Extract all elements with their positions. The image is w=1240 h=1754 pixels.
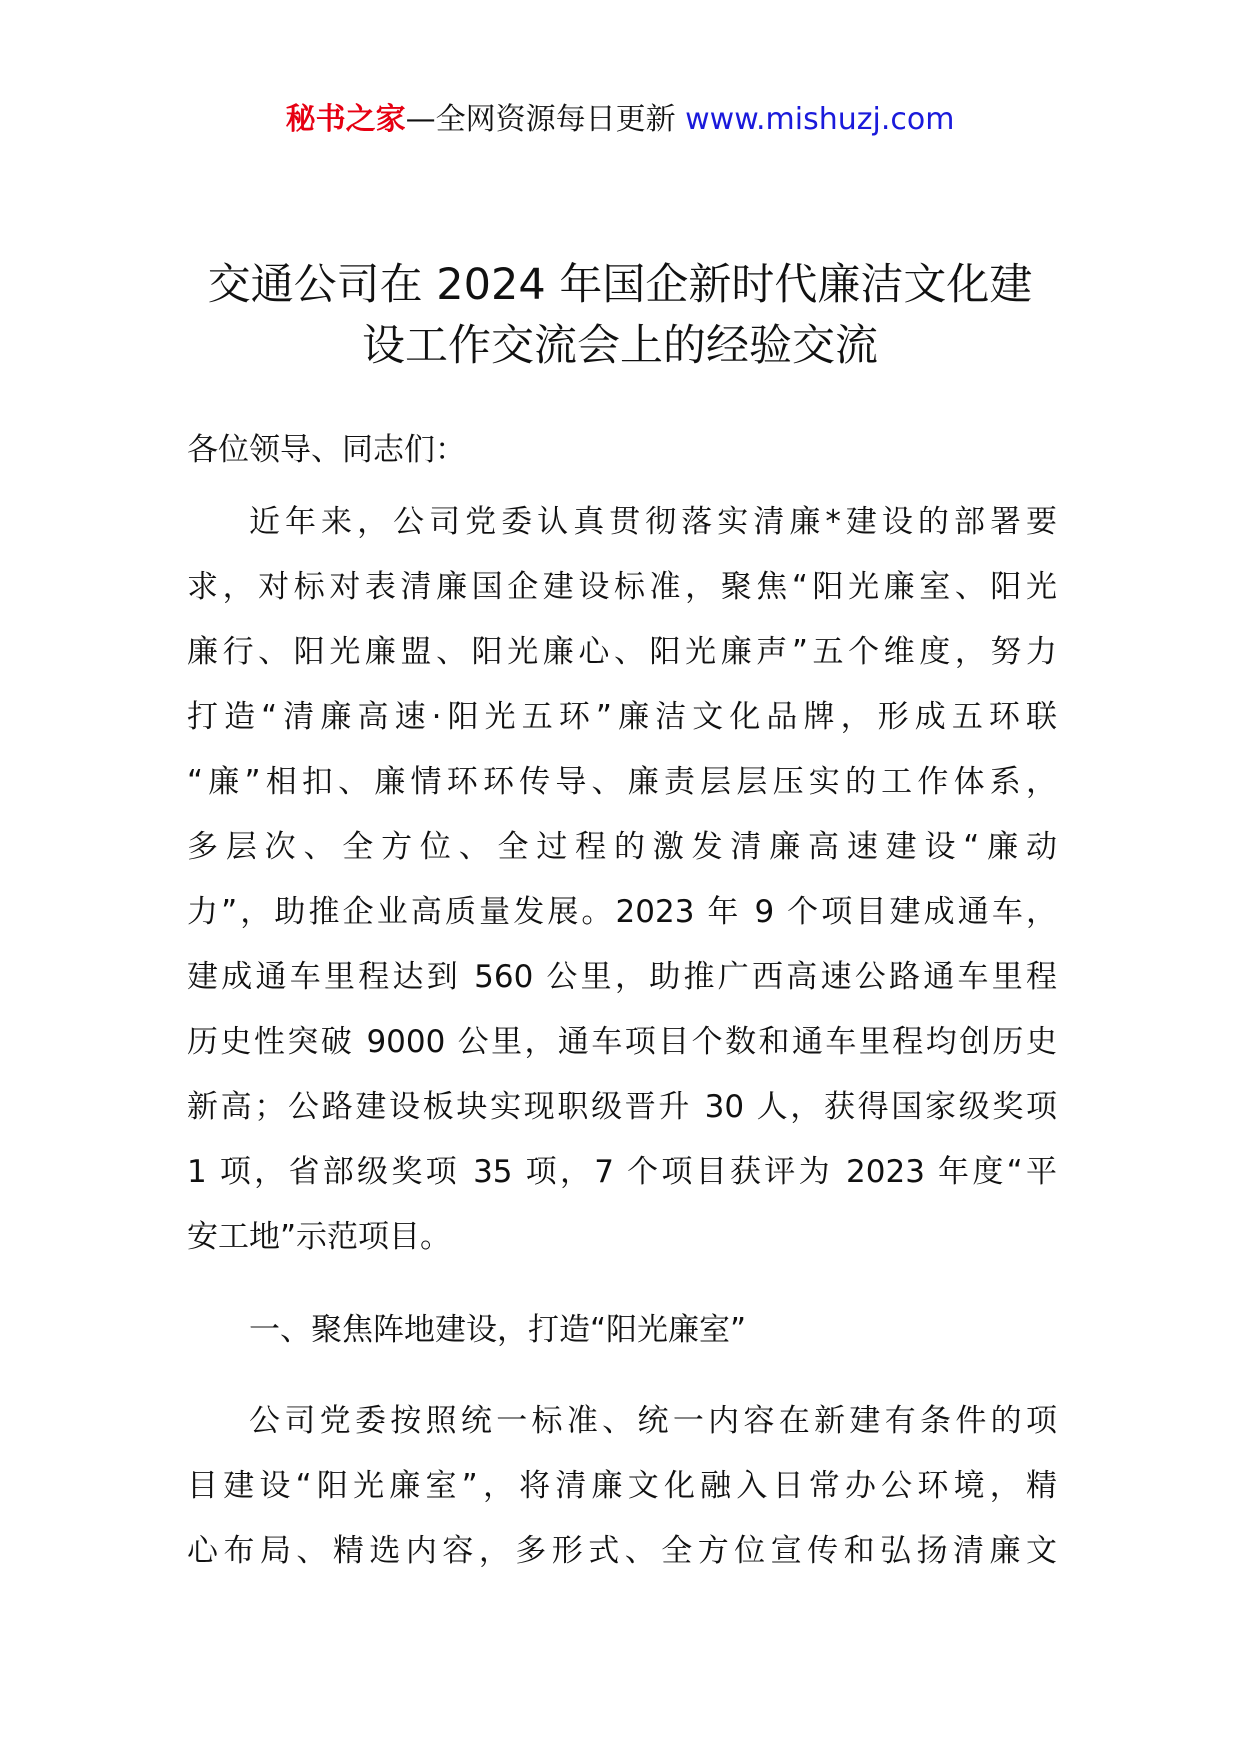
text-line: 力”，助推企业高质量发展。2023 年 9 个项目建成通车， bbox=[187, 894, 1057, 930]
document-title bbox=[150, 255, 1090, 377]
site-header bbox=[0, 100, 1240, 140]
text-line: 历史性突破 9000 公里，通车项目个数和通车里程均创历史 bbox=[187, 1024, 1057, 1060]
text-line: 公司党委按照统一标准、统一内容在新建有条件的项 bbox=[249, 1403, 1057, 1439]
site-tagline: —全网资源每日更新 bbox=[405, 102, 676, 137]
text-line: 廉行、阳光廉盟、阳光廉心、阳光廉声”五个维度，努力 bbox=[187, 634, 1057, 670]
text-line: 安工地”示范项目。 bbox=[187, 1219, 452, 1255]
site-url-link[interactable]: www.mishuzj.com bbox=[685, 102, 955, 137]
salutation: 各位领导、同志们： bbox=[187, 432, 466, 468]
text-line: “廉”相扣、廉情环环传导、廉责层层压实的工作体系， bbox=[187, 764, 1057, 800]
text-line: 1 项，省部级奖项 35 项，7 个项目获评为 2023 年度“平 bbox=[187, 1154, 1057, 1190]
section-heading-1: 一、聚焦阵地建设，打造“阳光廉室” bbox=[249, 1312, 747, 1348]
text-line: 打造“清廉高速·阳光五环”廉洁文化品牌，形成五环联 bbox=[187, 699, 1057, 735]
text-line: 多层次、全方位、全过程的激发清廉高速建设“廉动 bbox=[187, 829, 1057, 865]
text-line: 建成通车里程达到 560 公里，助推广西高速公路通车里程 bbox=[187, 959, 1057, 995]
text-line: 新高；公路建设板块实现职级晋升 30 人，获得国家级奖项 bbox=[187, 1089, 1057, 1125]
title-line-1: 交通公司在 2024 年国企新时代廉洁文化建 bbox=[207, 260, 1033, 310]
paragraph-section-1 bbox=[187, 1389, 1057, 1584]
site-brand: 秘书之家 bbox=[285, 102, 406, 137]
title-line-2: 设工作交流会上的经验交流 bbox=[362, 321, 878, 371]
text-line: 近年来，公司党委认真贯彻落实清廉*建设的部署要 bbox=[249, 504, 1057, 540]
document-body bbox=[187, 420, 1057, 1584]
text-line: 求，对标对表清廉国企建设标准，聚焦“阳光廉室、阳光 bbox=[187, 569, 1057, 605]
text-line: 目建设“阳光廉室”，将清廉文化融入日常办公环境，精 bbox=[187, 1468, 1057, 1504]
paragraph-intro bbox=[187, 490, 1057, 1270]
text-line: 心布局、精选内容，多形式、全方位宣传和弘扬清廉文 bbox=[187, 1533, 1057, 1569]
